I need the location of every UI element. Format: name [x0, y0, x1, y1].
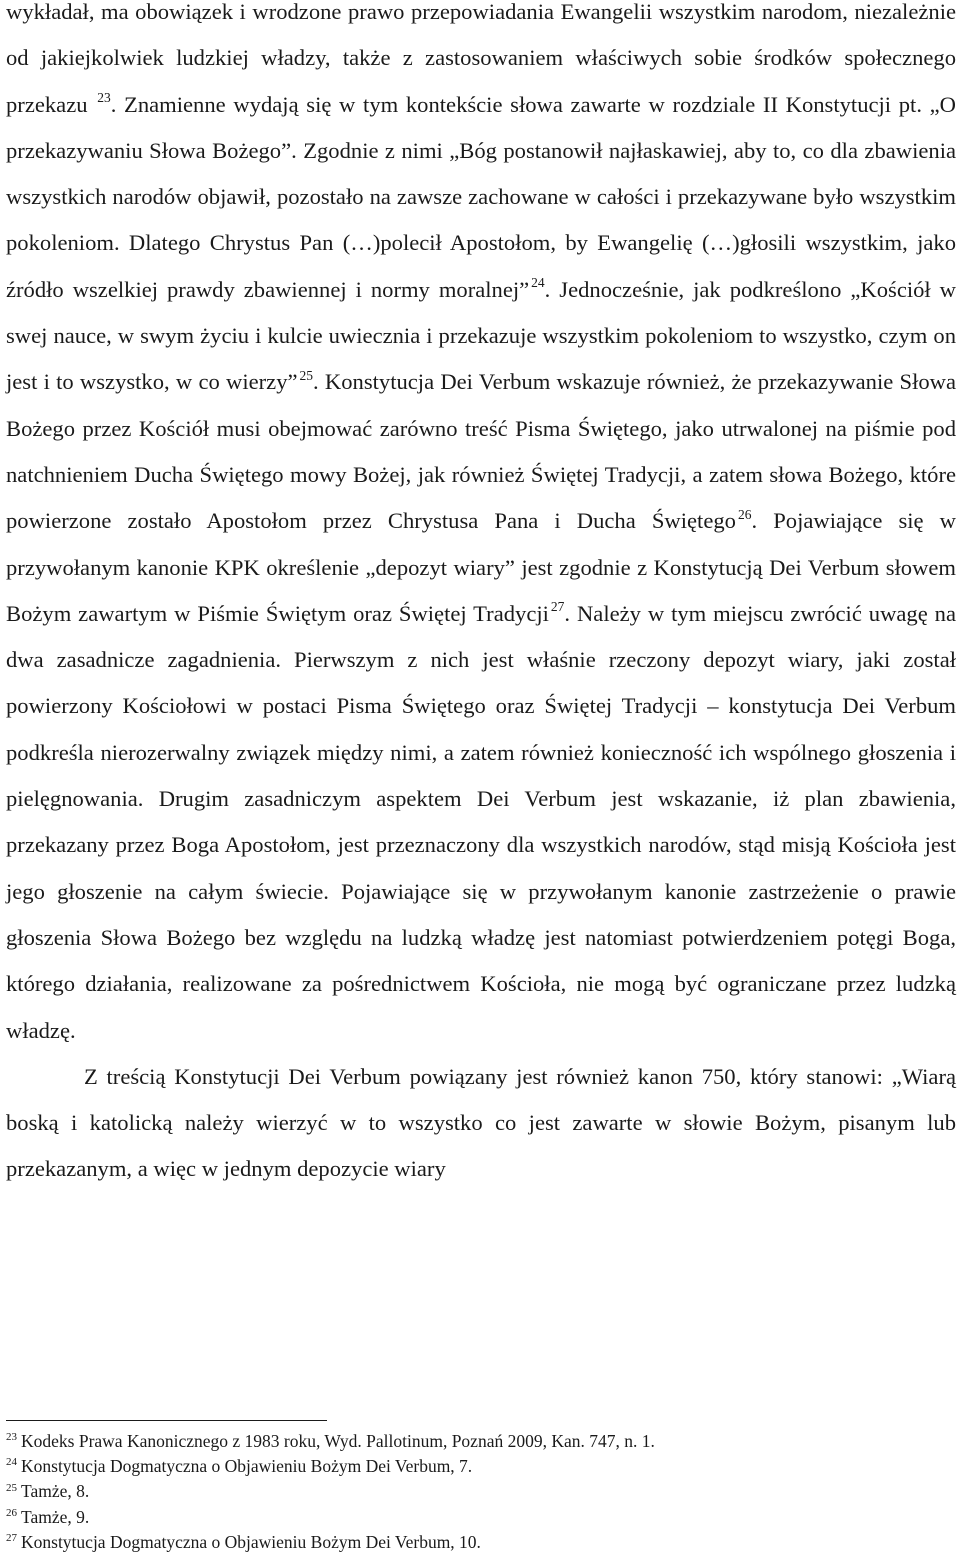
footnote-text: Kodeks Prawa Kanonicznego z 1983 roku, Wyd. Pallotinum, Poznań 2009, Kan. 747, n. 1.	[21, 1431, 655, 1451]
footnote-number: 24	[6, 1456, 17, 1469]
paragraph-text: . Jednocześnie, jak podkreślono „Kościół w swej nauce, w swym życiu i kulcie uwiecznia i przekazuje wszystkim pokoleniom to wszystko, czym on jest i to wszystko, w co wierzy”	[6, 276, 956, 395]
footnote-text: Tamże, 9.	[21, 1506, 90, 1527]
footnote	[6, 1530, 956, 1555]
body-paragraph	[6, 1054, 956, 1193]
footnote-number: 25	[6, 1481, 17, 1494]
footnote-text: Konstytucja Dogmatyczna o Objawieniu Bożym Dei Verbum, 10.	[21, 1531, 481, 1552]
footnote-text: Tamże, 8.	[21, 1481, 90, 1502]
footnote	[6, 1479, 956, 1504]
paragraph-text: . Pojawiające się w przywołanym kanonie KPK określenie „depozyt wiary” jest zgodnie z Konstytucją Dei Verbum słowem Bożym zawartym w Piśmie Świętym oraz Świętej Tradycji	[6, 508, 956, 626]
footnote	[6, 1505, 956, 1530]
paragraph-text: wykładał, ma obowiązek i wrodzone prawo przepowiadania Ewangelii wszystkim narodom, niezależnie od jakiejkolwiek ludzkiej władzy, także z zastosowaniem właściwych sobie środków społecznego przekazu	[6, 0, 956, 117]
paragraph-text: . Konstytucja Dei Verbum wskazuje również, że przekazywanie Słowa Bożego przez Kościół musi obejmować zarówno treść Pisma Świętego, jako utrwalonej na piśmie pod natchnieniem Ducha Świętego mowy Bożej, jak również Świętej Tradycji, a zatem słowa Bożego, które powierzone zostało Apostołom przez Chrystusa Pana i Ducha Świętego	[6, 369, 956, 534]
paragraph-text: . Należy w tym miejscu zwrócić uwagę na dwa zasadnicze zagadnienia. Pierwszym z nich jest właśnie rzeczony depozyt wiary, jaki został powierzony Kościołowi w postaci Pisma Świętego oraz Świętej Tradycji – konstytucja Dei Verbum podkreśla nierozerwalny związek między nimi, a zatem również konieczność ich wspólnego głoszenia i pielęgnowania. Drugim zasadniczym aspektem Dei Verbum jest wskazanie, iż plan zbawienia, przekazany przez Boga Apostołom, jest przeznaczony dla wszystkich narodów, stąd misją Kościoła jest jego głoszenie na całym świecie. Pojawiające się w przywołanym kanonie zastrzeżenie o prawie głoszenia Słowa Bożego bez względu na ludzką władzę jest natomiast potwierdzeniem potęgi Boga, którego działania, realizowane za pośrednictwem Kościoła, nie mogą być ograniczane przez ludzką władzę.	[6, 600, 956, 1043]
footnote-reference[interactable]: 27	[550, 599, 565, 615]
footnote-reference[interactable]: 24	[531, 275, 545, 291]
footnotes-section	[6, 1420, 956, 1555]
footnote	[6, 1454, 956, 1479]
footnote-number: 27	[6, 1531, 17, 1544]
footnote-number: 26	[6, 1506, 17, 1519]
footnote-number: 23	[6, 1431, 17, 1444]
footnote	[6, 1429, 956, 1454]
footnote-separator	[6, 1420, 327, 1421]
paragraph-text: Z treścią Konstytucji Dei Verbum powiązany jest również kanon 750, który stanowi: „Wiarą boską i katolicką należy wierzyć w to wszystko co jest zawarte w słowie Bożym, pisanym lub przekazanym, a więc w jednym depozycie wiary	[6, 1063, 956, 1182]
paragraph-text: . Znamienne wydają się w tym kontekście słowa zawarte w rozdziale II Konstytucji pt. „O przekazywaniu Słowa Bożego”. Zgodnie z nimi „Bóg postanowił najłaskawiej, aby to, co dla zbawienia wszystkich narodów objawił, pozostało na zawsze zachowane w całości i przekazywane było wszystkim pokoleniom. Dlatego Chrystus Pan (…)polecił Apostołom, by Ewangelię (…)głosili wszystkim, jako źródło wszelkiej prawdy zbawiennej i normy moralnej”	[6, 91, 956, 302]
document-page	[6, 0, 956, 1193]
footnote-reference[interactable]: 26	[737, 506, 752, 522]
footnote-reference[interactable]: 23	[97, 90, 111, 106]
body-paragraph	[6, 0, 956, 1054]
footnote-reference[interactable]: 25	[299, 367, 314, 383]
footnote-text: Konstytucja Dogmatyczna o Objawieniu Bożym Dei Verbum, 7.	[21, 1456, 473, 1477]
